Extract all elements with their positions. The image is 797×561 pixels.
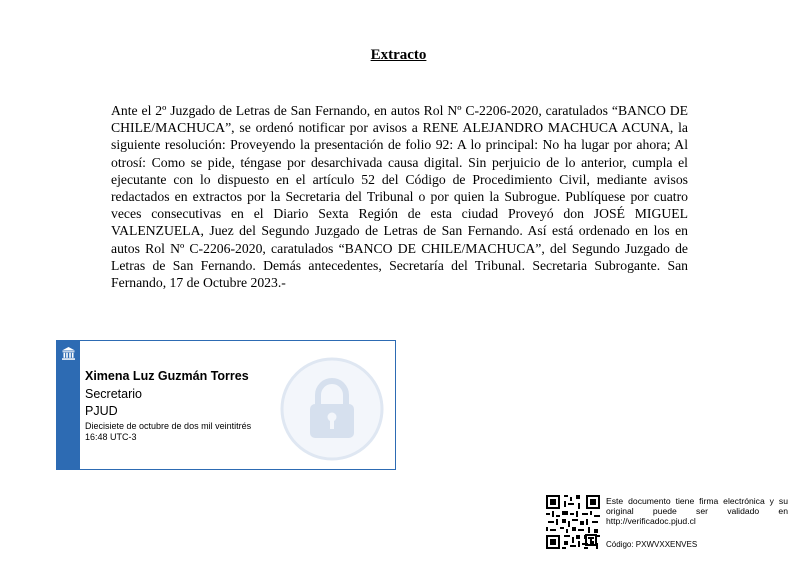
signature-box: [56, 340, 396, 470]
signature-date: [85, 421, 285, 442]
verification-notice: Este documento tiene firma electrónica y su original puede ser validado en http://verificadoc.pjud.cl: [606, 496, 788, 526]
verification-block: [546, 495, 796, 551]
courthouse-icon: [61, 346, 76, 361]
signer-role: Secretario: [85, 387, 142, 401]
signature-date-text: Diecisiete de octubre de dos mil veintitrés: [85, 421, 252, 431]
signer-organization: PJUD: [85, 404, 118, 418]
qr-code-icon[interactable]: [546, 495, 600, 549]
document-body: Ante el 2º Juzgado de Letras de San Fernando, en autos Rol Nº C-2206-2020, caratulados “BANCO DE CHILE/MACHUCA”, se ordenó notificar por avisos a RENE ALEJANDRO MACHUCA ACUNA, la siguiente resolución: Proveyendo la presentación de folio 92: A lo principal: No ha lugar por ahora; Al otrosí: Como se pide, téngase por desarchivada causa digital. Sin perjuicio de lo anterior, cumpla el ejecutante con lo dispuesto en el artículo 52 del Código de Procedimiento Civil, mediante avisos redactados en extractos por la Secretaria del Tribunal o por quien la Subrogue. Publíquese por cuatro veces consecutivas en el Diario Sexta Región de esta ciudad Proveyó don JOSÉ MIGUEL VALENZUELA, Juez del Segundo Juzgado de Letras de San Fernando. Así está ordenado en los en autos Rol Nº C-2206-2020, caratulados “BANCO DE CHILE/MACHUCA”, del Segundo Juzgado de Letras de San Fernando. Demás antecedentes, Secretaría del Tribunal. Secretaria Subrogante. San Fernando, 17 de Octubre 2023.-: [111, 103, 688, 291]
signature-time-text: 16:48 UTC-3: [85, 431, 137, 442]
signer-name: Ximena Luz Guzmán Torres: [85, 369, 249, 383]
signature-side-bar: [57, 341, 80, 469]
verification-code: Código: PXWVXXENVES: [606, 540, 698, 549]
document-title: Extracto: [370, 47, 427, 63]
padlock-icon: [280, 357, 384, 461]
